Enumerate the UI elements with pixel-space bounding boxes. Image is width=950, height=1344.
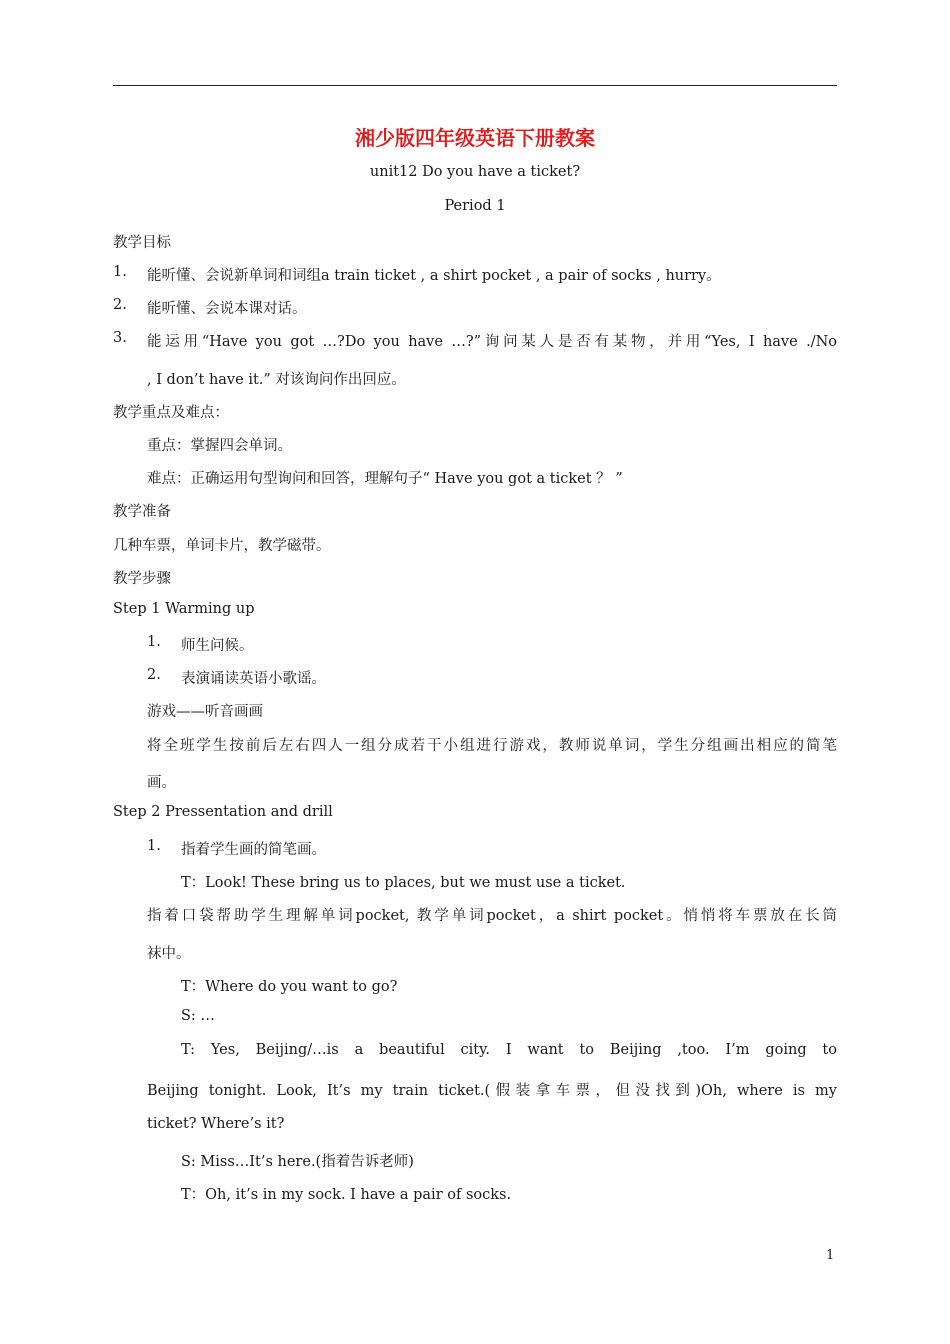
dialogue-student-2: S: Miss…It’s here.(指着告诉老师) [181,1154,414,1170]
period-label: Period 1 [444,198,506,214]
key-point-text: 重点：掌握四会单词。 [147,438,292,454]
game-description-continuation: 画。 [147,775,176,791]
step1-title: Step 1 Warming up [113,601,255,617]
step1-item-2-number: 2. [147,667,161,683]
dialogue-teacher-2: T：Where do you want to go? [181,979,398,995]
unit-subtitle: unit12 Do you have a ticket? [369,164,581,180]
key-points-heading: 教学重点及难点： [113,405,229,421]
objective-2-number: 2. [113,297,127,313]
pocket-instruction-continuation: 袜中。 [147,946,191,962]
dialogue-teacher-3: T: Yes, Beijing/…is a beautiful city. I want to Beijing ,too. I’m going to [181,1042,837,1058]
steps-heading: 教学步骤 [113,571,171,587]
dialogue-teacher-1: T：Look! These bring us to places, but we must use a ticket. [181,875,626,891]
step1-item-1-text: 师生问候。 [181,638,254,654]
dialogue-teacher-3-line2: Beijing tonight. Look, It’s my train ticket.(假装拿车票，但没找到)Oh, where is my [147,1083,837,1099]
objective-3-continuation: , I don’t have it.” 对该询问作出回应。 [147,372,406,388]
objective-2-text: 能听懂、会说本课对话。 [147,301,307,317]
step1-item-2-text: 表演诵读英语小歌谣。 [181,671,326,687]
preparation-text: 几种车票，单词卡片，教学磁带。 [113,538,331,554]
step2-item-1-text: 指着学生画的简笔画。 [181,842,326,858]
game-title: 游戏——听音画画 [147,704,263,720]
dialogue-student-1: S: … [181,1008,215,1024]
difficult-point-text: 难点：正确运用句型询问和回答，理解句子“ Have you got a ticket ？ ” [147,471,623,487]
step2-title: Step 2 Pressentation and drill [113,804,333,820]
dialogue-teacher-3-line3: ticket? Where’s it? [147,1116,285,1132]
step2-item-1-number: 1. [147,838,161,854]
step1-item-1-number: 1. [147,634,161,650]
objective-1-number: 1. [113,264,127,280]
objective-1-text: 能听懂、会说新单词和词组a train ticket , a shirt pocket , a pair of socks , hurry。 [147,268,721,284]
preparation-heading: 教学准备 [113,504,171,520]
pocket-instruction: 指着口袋帮助学生理解单词pocket, 教学单词pocket，a shirt pocket。悄悄将车票放在长筒 [147,908,837,924]
header-rule [113,85,837,86]
objectives-heading: 教学目标 [113,235,171,251]
page-number: 1 [826,1248,835,1263]
objective-3-number: 3. [113,330,127,346]
game-description: 将全班学生按前后左右四人一组分成若干小组进行游戏，教师说单词，学生分组画出相应的简笔 [147,738,837,754]
dialogue-teacher-4: T：Oh, it’s in my sock. I have a pair of socks. [181,1187,512,1203]
objective-3-text: 能运用“Have you got …?Do you have …?”询问某人是否有某物，并用“Yes, I have ./No [147,334,837,350]
document-title: 湘少版四年级英语下册教案 [355,126,595,150]
